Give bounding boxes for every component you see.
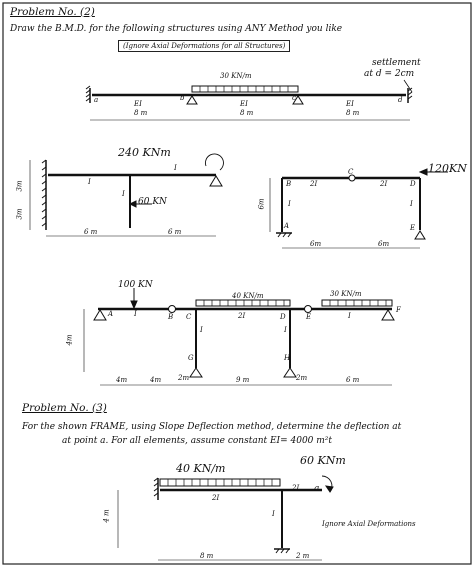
problem3-load: 40 KN/m: [176, 462, 226, 475]
frame2-height: 6m: [257, 198, 266, 210]
frame1-moment: 240 KNm: [118, 146, 171, 159]
beam-point-d: d: [398, 96, 403, 104]
beam-load-label: 30 KN/m: [220, 72, 252, 80]
frame2-label-2i-1: 2I: [310, 180, 318, 188]
frame3-height: 4m: [65, 334, 74, 346]
beam-span-2: 8 m: [240, 109, 254, 117]
frame3-span-2: 4m: [150, 376, 162, 384]
frame3-label-5: I: [348, 312, 351, 320]
frame2-label-i-2: I: [410, 200, 413, 208]
problem3-span-2: 2 m: [296, 552, 310, 560]
problem3-text-line1: For the shown FRAME, using Slope Deflection method, determine the deflection at: [22, 422, 402, 432]
problem3-moment: 60 KNm: [300, 454, 346, 467]
frame1-height-1: 3m: [15, 180, 24, 192]
frame3-point-f: F: [396, 306, 401, 314]
settlement-label: settlement: [372, 58, 421, 68]
frame3-label-1: I: [134, 310, 137, 318]
frame2-span-2: 6m: [378, 240, 390, 248]
problem3-span-1: 8 m: [200, 552, 214, 560]
frame1-span-2: 6 m: [168, 228, 182, 236]
frame3-span-6: 6 m: [346, 376, 360, 384]
frame3-point-b: B: [168, 313, 174, 321]
settlement-value: at d = 2cm: [364, 69, 415, 79]
frame3-label-3: I: [200, 326, 203, 334]
frame2-span-1: 6m: [310, 240, 322, 248]
frame1-point-load: 60 KN: [138, 197, 167, 207]
frame3-span-3: 2m: [178, 374, 190, 382]
frame3-label-4: I: [284, 326, 287, 334]
frame1-span-1: 6 m: [84, 228, 98, 236]
frame1-i-2: I: [174, 164, 177, 172]
frame3-udl-1: 40 KN/m: [232, 292, 264, 300]
frame2-point-a: A: [284, 222, 290, 230]
frame3-span-5: 2m: [296, 374, 308, 382]
problem2-instruction: Draw the B.M.D. for the following structures using ANY Method you like: [10, 24, 343, 34]
beam-point-a: a: [94, 96, 99, 104]
frame3-span-4: 9 m: [236, 376, 250, 384]
frame3-point-h: H: [284, 354, 291, 362]
beam-ei-2: EI: [240, 100, 248, 108]
problem3-point-a: a: [314, 484, 320, 494]
frame3-point-a: A: [108, 310, 114, 318]
problem3-label-2i-1: 2I: [212, 494, 220, 502]
problem3-height: 4 m: [102, 509, 111, 523]
frame2-point-e: E: [410, 224, 416, 232]
frame1-i-1: I: [88, 178, 91, 186]
frame1-height-2: 3m: [15, 208, 24, 220]
frame3-point-load: 100 KN: [118, 280, 153, 290]
frame3-point-d: D: [280, 313, 286, 321]
problem3-label-2i-2: 2I: [292, 484, 300, 492]
frame3-point-c: C: [186, 313, 192, 321]
frame2-point-c: C: [348, 168, 354, 176]
frame3-span-1: 4m: [116, 376, 128, 384]
problem3-label-i: I: [272, 510, 275, 518]
problem2-note: (Ignore Axial Deformations for all Structures): [118, 40, 290, 52]
beam-span-3: 8 m: [346, 109, 360, 117]
frame2-point-d: D: [410, 180, 416, 188]
beam-ei-1: EI: [134, 100, 142, 108]
frame3-udl-2: 30 KN/m: [330, 290, 362, 298]
frame3-point-g: G: [188, 354, 194, 362]
frame2-label-2i-2: 2I: [380, 180, 388, 188]
beam-point-c: c: [292, 94, 296, 102]
problem3-title: Problem No. (3): [22, 402, 107, 414]
beam-point-b: b: [180, 94, 185, 102]
problem3-text-line2: at point a. For all elements, assume constant EI= 4000 m²t: [62, 436, 333, 446]
problem2-title: Problem No. (2): [10, 6, 95, 18]
frame2-label-i-1: I: [288, 200, 291, 208]
problem3-note: Ignore Axial Deformations: [322, 520, 416, 528]
beam-span-1: 8 m: [134, 109, 148, 117]
frame1-i-3: I: [122, 190, 125, 198]
frame3-label-2: 2I: [238, 312, 246, 320]
frame2-load: 120KN: [428, 162, 467, 175]
beam-ei-3: EI: [346, 100, 354, 108]
frame3-point-e: E: [306, 313, 312, 321]
frame2-point-b: B: [286, 180, 292, 188]
